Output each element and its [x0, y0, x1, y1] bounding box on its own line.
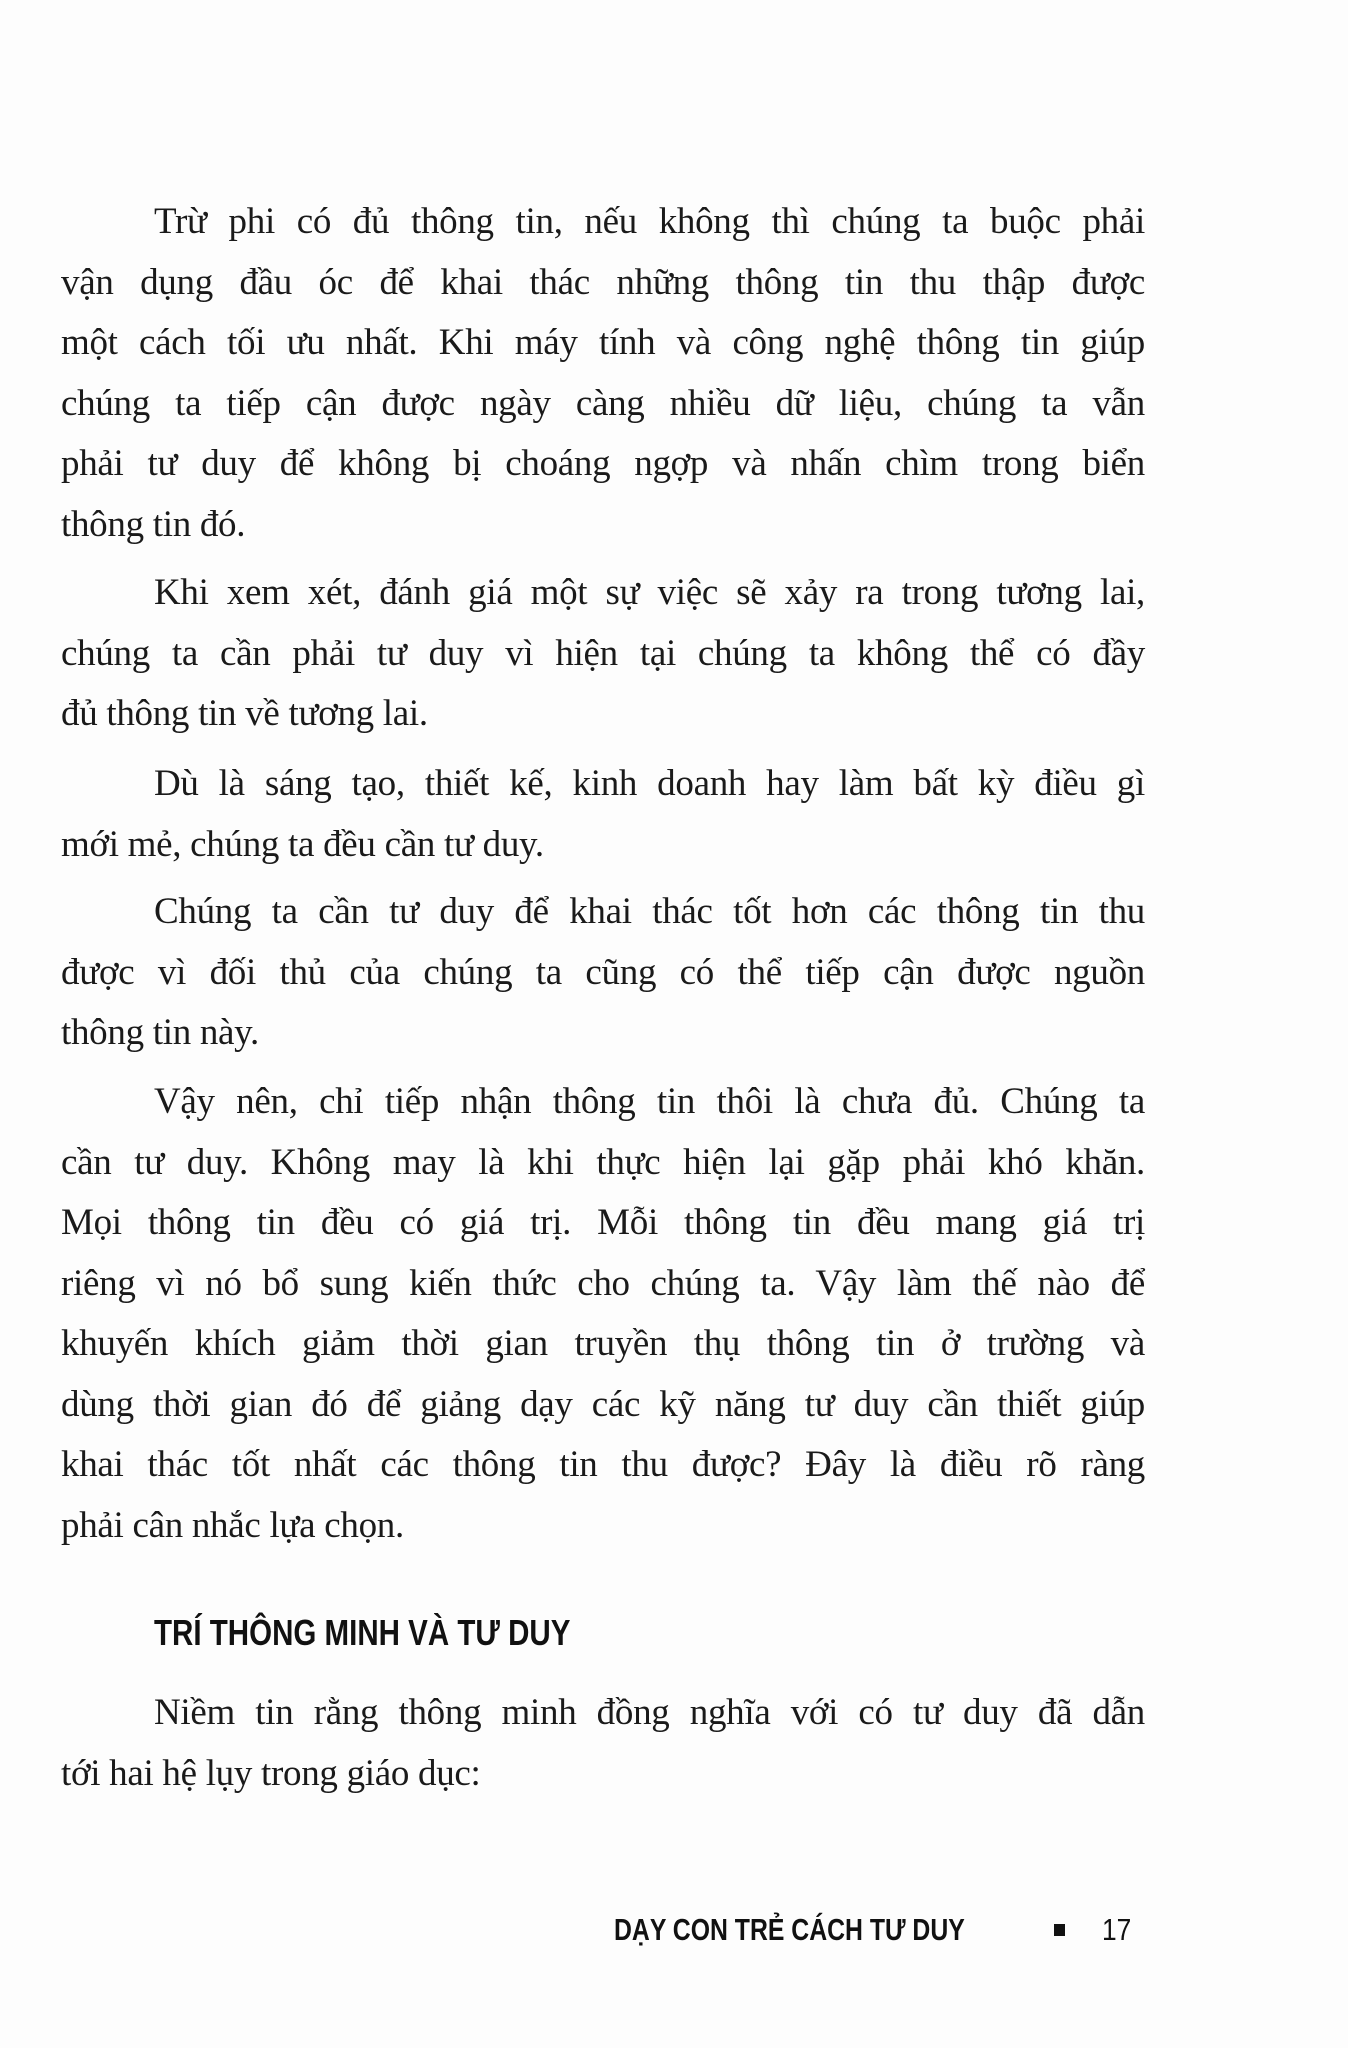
text-line: cần tư duy. Không may là khi thực hiện lại gặp phải khó khăn.	[61, 1141, 1145, 1183]
footer-book-title: DẠY CON TRẺ CÁCH TƯ DUY	[614, 1912, 965, 1947]
text-line: tới hai hệ lụy trong giáo dục:	[61, 1752, 481, 1794]
paragraph	[61, 882, 1145, 1064]
text-line: khai thác tốt nhất các thông tin thu được? Đây là điều rõ ràng	[61, 1444, 1145, 1485]
paragraph	[61, 192, 1145, 555]
section-heading: TRÍ THÔNG MINH VÀ TƯ DUY	[154, 1612, 571, 1653]
text-line: thông tin đó.	[61, 503, 246, 545]
paragraph	[61, 563, 1145, 745]
text-line: Trừ phi có đủ thông tin, nếu không thì chúng ta buộc phải	[154, 201, 1145, 242]
text-line: Dù là sáng tạo, thiết kế, kinh doanh hay làm bất kỳ điều gì	[154, 763, 1145, 804]
text-line: dùng thời gian đó để giảng dạy các kỹ năng tư duy cần thiết giúp	[61, 1383, 1145, 1425]
text-line: đủ thông tin về tương lai.	[61, 693, 428, 734]
text-line: một cách tối ưu nhất. Khi máy tính và công nghệ thông tin giúp	[61, 322, 1145, 363]
page-footer	[0, 1910, 1348, 1950]
text-line: Chúng ta cần tư duy để khai thác tốt hơn các thông tin thu	[154, 891, 1145, 932]
text-line: Vậy nên, chỉ tiếp nhận thông tin thôi là chưa đủ. Chúng ta	[154, 1081, 1145, 1122]
text-line: chúng ta cần phải tư duy vì hiện tại chúng ta không thể có đầy	[61, 632, 1145, 674]
paragraph	[61, 1683, 1145, 1804]
text-line: phải tư duy để không bị choáng ngợp và nhấn chìm trong biển	[61, 443, 1145, 484]
paragraph	[61, 1072, 1145, 1556]
text-line: mới mẻ, chúng ta đều cần tư duy.	[61, 823, 544, 865]
text-line: riêng vì nó bổ sung kiến thức cho chúng ta. Vậy làm thế nào để	[61, 1262, 1145, 1304]
text-line: Niềm tin rằng thông minh đồng nghĩa với có tư duy đã dẫn	[154, 1692, 1145, 1733]
page-number: 17	[1102, 1912, 1132, 1947]
text-line: được vì đối thủ của chúng ta cũng có thể tiếp cận được nguồn	[61, 951, 1145, 993]
square-bullet-icon	[1054, 1924, 1065, 1936]
text-line: phải cân nhắc lựa chọn.	[61, 1504, 404, 1546]
paragraph	[61, 754, 1145, 875]
text-line: chúng ta tiếp cận được ngày càng nhiều dữ liệu, chúng ta vẫn	[61, 382, 1145, 424]
text-line: Khi xem xét, đánh giá một sự việc sẽ xảy ra trong tương lai,	[154, 572, 1145, 613]
text-line: khuyến khích giảm thời gian truyền thụ thông tin ở trường và	[61, 1323, 1145, 1364]
text-line: vận dụng đầu óc để khai thác những thông tin thu thập được	[61, 261, 1145, 303]
text-line: Mọi thông tin đều có giá trị. Mỗi thông tin đều mang giá trị	[61, 1202, 1145, 1243]
text-line: thông tin này.	[61, 1012, 259, 1053]
